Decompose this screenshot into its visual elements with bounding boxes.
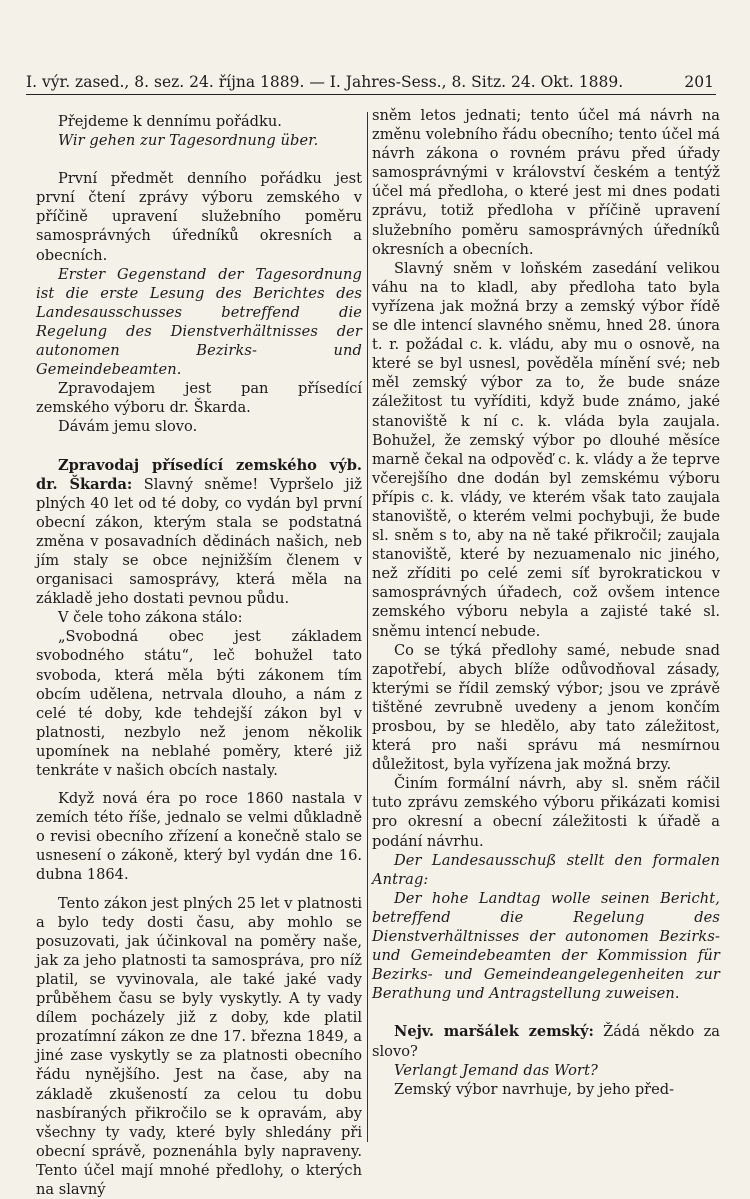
running-header xyxy=(26,72,716,95)
speaker-name: Zpravodaj přísedící zemského výb. dr. Škarda: xyxy=(36,456,362,493)
paragraph xyxy=(36,265,362,380)
paragraph-text: Přejdeme k dennímu pořádku. xyxy=(58,113,282,130)
paragraph xyxy=(36,169,362,264)
paragraph xyxy=(372,851,720,889)
paragraph xyxy=(36,627,362,780)
right-column xyxy=(372,106,720,1099)
paragraph-text: Činím formální návrh, aby sl. sněm ráčil tuto zprávu zemského výboru přikázati komisi pro okresní a obecní záležitosti k úřadě a podání návrhu. xyxy=(372,775,720,850)
header-title: I. výr. zased., 8. sez. 24. října 1889. — I. Jahres-Sess., 8. Sitz. 24. Okt. 1889. xyxy=(26,73,624,91)
paragraph xyxy=(372,889,720,1004)
paragraph-text: Wir gehen zur Tagesordnung über. xyxy=(58,132,319,150)
paragraph xyxy=(372,1080,720,1099)
paragraph-text: „Svobodná obec jest základem svobodného státu“, leč bohužel tato svoboda, která měla býti zákonem tím obcím udělena, netrvala dlouho, a nám z celé té doby, kde tehdejší zákon byl v platnosti, nezbylo než jenom několik upomínek na neblahé poměry, které již tenkráte v našich obcích nastaly. xyxy=(36,628,362,779)
paragraph-text: Co se týká předlohy samé, nebude snad zapotřebí, abych blíže odůvodňoval zásady, kterými se řídil zemský výbor; jsou ve zprávě tištěné zevrubně uvedeny a jenom končím prosbou, by se hledělo, aby tato záležitost, která pro naši správu má nesmírnou důležitost, byla vyřízena jak možná brzy. xyxy=(372,641,720,774)
paragraph xyxy=(36,112,362,131)
paragraph-text: sněm letos jednati; tento účel má návrh na změnu volebního řádu obecního; tento účel má návrh zákona o rovném právu před úřady samosprávnými v království českém a tentýž účel má předloha, o které jest mi dnes podati zprávu, totiž předloha v příčině upravení služebního poměru samosprávných úředníků okresních a obecních. xyxy=(372,107,720,258)
paragraph-text: Zpravodajem jest pan přísedící zemského výboru dr. Škarda. xyxy=(36,380,362,417)
page-number: 201 xyxy=(684,73,714,91)
column-divider xyxy=(367,112,368,1142)
paragraph xyxy=(36,894,362,1199)
paragraph-text: Dávám jemu slovo. xyxy=(58,418,198,436)
paragraph xyxy=(36,417,362,436)
paragraph-text: Erster Gegenstand der Tagesordnung ist die erste Lesung des Berichtes des Landesausschusses betreffend die Regelung des Dienstverhältnisses der autonomen Bezirks- und Gemeindebeamten. xyxy=(36,265,362,379)
paragraph-text: Der hohe Landtag wolle seinen Bericht, betreffend die Regelung des Dienstverhältnisses der autonomen Bezirks- und Gemeindebeamten der Kommission für Bezirks- und Gemeindeangelegenheiten zur Berathung und Antragstellung zuweisen. xyxy=(372,889,720,1003)
paragraph xyxy=(36,379,362,417)
paragraph xyxy=(372,1022,720,1060)
paragraph xyxy=(372,641,720,775)
paragraph xyxy=(36,789,362,884)
paragraph-text: Žádá někdo za slovo? xyxy=(372,1023,720,1060)
paragraph-text: Když nová éra po roce 1860 nastala v zemích této říše, jednalo se velmi důkladně o revisi obecního zřízení a konečně stalo se usnesení o zákoně, který byl vydán dne 16. dubna 1864. xyxy=(36,790,362,884)
paragraph-text: Slavný sněm v loňském zasedání velikou váhu na to kladl, aby předloha tato byla vyřízena jak možná brzy a zemský výbor řídě se dle intencí slavného sněmu, hned 28. února t. r. požádal c. k. vládu, aby mu o osnově, na které se byl usnesl, pověděla mínění své; neb měl zemský výbor za to, že bude snáze záležitost tu vyříditi, když bude známo, jaké stanoviště k ní c. k. vláda byla zaujala. Bohužel, že zemský výbor po dlouhé měsíce marně čekal na odpověď c. k. vlády a že teprve včerejšího dne dodán byl zemskému výboru přípis c. k. vlády, ve kterém však tato zaujala stanoviště, o kterém velmi pochybuji, že bude sl. sněm s to, aby na ně také přikročil; zaujala stanoviště, které by nezuamenalo nic jiného, než zříditi po celé zemi síť byrokratickou v samosprávných úřadech, což ovšem intence zemského výboru nebyla a zajisté také sl. sněmu intencí nebude. xyxy=(372,259,720,640)
paragraph xyxy=(36,456,362,609)
paragraph-text: Slavný sněme! Vypršelo již plných 40 let od té doby, co vydán byl první obecní zákon, kterým stala se podstatná změna v posavadních dědinách našich, neb jím staly se obce nejnižším členem v organisaci samosprávy, která měla na základě jeho dostati pevnou půdu. xyxy=(36,475,362,608)
paragraph-text: Zemský výbor navrhuje, by jeho před- xyxy=(394,1080,675,1098)
paragraph xyxy=(372,774,720,850)
paragraph-text: V čele toho zákona stálo: xyxy=(58,609,243,627)
left-column xyxy=(36,112,362,1199)
speaker-name: Nejv. maršálek zemský: xyxy=(394,1023,594,1041)
paragraph xyxy=(36,608,362,627)
paragraph-text: Verlangt Jemand das Wort? xyxy=(394,1061,598,1079)
paragraph-text: Der Landesausschuß stellt den formalen Antrag: xyxy=(372,851,720,888)
paragraph xyxy=(372,1061,720,1080)
paragraph xyxy=(372,259,720,641)
paragraph-text: Tento zákon jest plných 25 let v platnosti a bylo tedy dosti času, aby mohlo se posuzovati, jak účinkoval na poměry naše, jak za jeho platnosti ta samospráva, pro níž platil, se vyvinovala, ale také jaké vady průběhem času se byly vyskytly. A ty vady dílem pocházely již z doby, kde platil prozatímní zákon ze dne 17. března 1849, a jiné zase vyskytly se za platnosti obecního řádu nynějšího. Jest na čase, aby na základě zkušeností za celou tu dobu nasbíraných přikročilo se k opravám, aby všechny ty vady, které byly shledány při obecní správě, poznenáhla byly napraveny. Tento účel mají mnohé předlohy, o kterých na slavný xyxy=(36,894,362,1198)
paragraph xyxy=(372,106,720,259)
paragraph-text: První předmět denního pořádku jest první čtení zprávy výboru zemského v příčině upravení služebního poměru samosprávných úředníků okresních a obecních. xyxy=(36,170,362,264)
paragraph xyxy=(36,131,362,150)
